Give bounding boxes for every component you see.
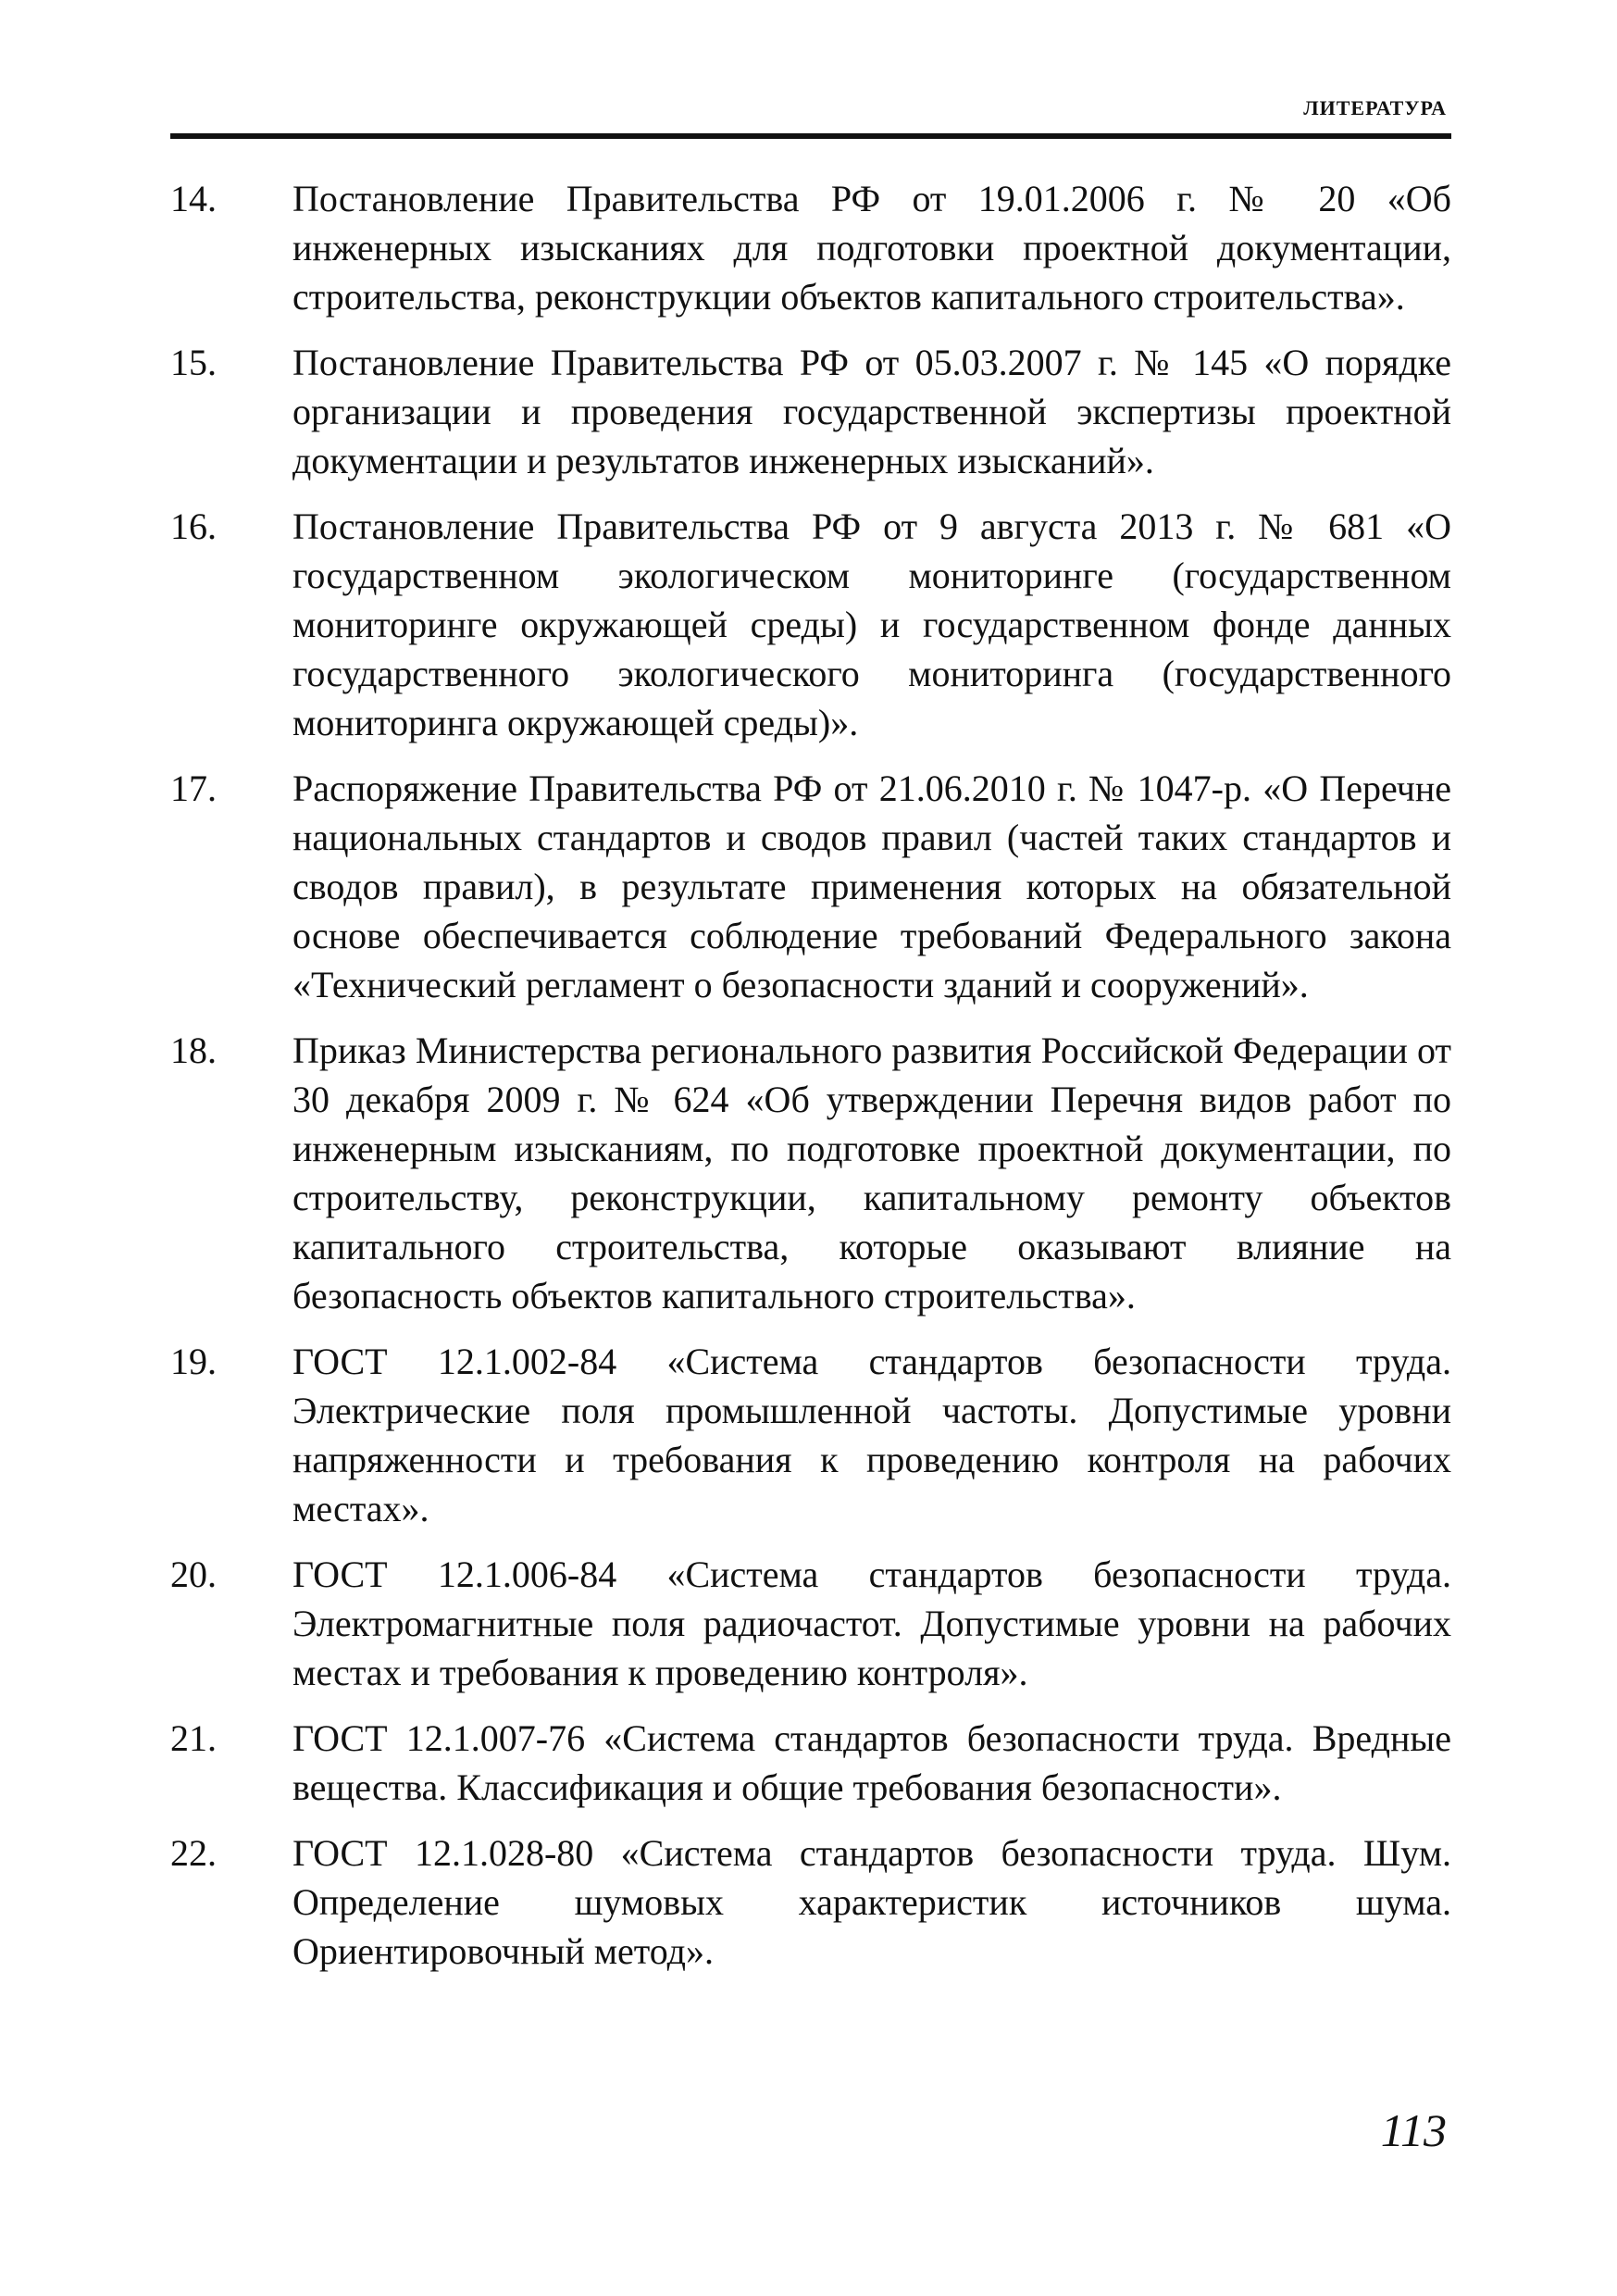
reference-item <box>170 1550 1451 1697</box>
reference-item <box>170 1714 1451 1812</box>
reference-text: ГОСТ 12.1.007-76 «Система стандартов безопасности труда. Вредные вещества. Классификация и общие требования безопасности». <box>292 1717 1451 1808</box>
reference-number: 15. <box>170 342 217 383</box>
header-divider <box>170 133 1451 139</box>
reference-text: ГОСТ 12.1.028-80 «Система стандартов безопасности труда. Шум. Определение шумовых характеристик источников шума. Ориентировочный метод». <box>292 1832 1451 1972</box>
reference-list <box>170 174 1451 1992</box>
reference-number: 20. <box>170 1554 217 1595</box>
reference-text: Постановление Правительства РФ от 19.01.2006 г. № 20 «Об инженерных изысканиях для подготовки проектной документации, строительства, реконструкции объектов капитального строительства». <box>292 178 1451 318</box>
reference-number: 18. <box>170 1029 217 1071</box>
reference-text: Постановление Правительства РФ от 05.03.2007 г. № 145 «О порядке организации и проведения государственной экспертизы проектной документации и результатов инженерных изысканий». <box>292 342 1451 481</box>
reference-text: ГОСТ 12.1.006-84 «Система стандартов безопасности труда. Электромагнитные поля радиочастот. Допустимые уровни на рабочих местах и требования к проведению контроля». <box>292 1554 1451 1693</box>
reference-number: 21. <box>170 1717 217 1759</box>
reference-number: 22. <box>170 1832 217 1874</box>
reference-text: ГОСТ 12.1.002-84 «Система стандартов безопасности труда. Электрические поля промышленной частоты. Допустимые уровни напряженности и требования к проведению контроля на рабочих местах». <box>292 1341 1451 1529</box>
reference-item <box>170 764 1451 1009</box>
reference-text: Приказ Министерства регионального развития Российской Федерации от 30 декабря 2009 г. № 624 «Об утверждении Перечня видов работ по инженерным изысканиям, по подготовке проектной документации, по строительству, реконструкции, капитальному ремонту объектов капитального строительства, которые оказывают влияние на безопасность объектов капитального строительства». <box>292 1029 1451 1316</box>
reference-item <box>170 1337 1451 1533</box>
reference-item <box>170 338 1451 485</box>
reference-number: 19. <box>170 1341 217 1382</box>
reference-text: Постановление Правительства РФ от 9 августа 2013 г. № 681 «О государственном экологическом мониторинге (государственном мониторинге окружающей среды) и государственном фонде данных государственного экологического мониторинга (государственного мониторинга окружающей среды)». <box>292 505 1451 743</box>
reference-item <box>170 174 1451 321</box>
reference-item <box>170 502 1451 747</box>
reference-number: 17. <box>170 767 217 809</box>
running-title: ЛИТЕРАТУРА <box>1303 96 1447 119</box>
reference-number: 16. <box>170 505 217 547</box>
reference-item <box>170 1026 1451 1320</box>
page-number: 113 <box>1380 2104 1447 2156</box>
reference-text: Распоряжение Правительства РФ от 21.06.2010 г. № 1047-р. «О Перечне национальных стандартов и сводов правил (частей таких стандартов и сводов правил), в результате применения которых на обязательной основе обеспечивается соблюдение требований Федерального закона «Технический регламент о безопасности зданий и сооружений». <box>292 767 1451 1005</box>
reference-item <box>170 1828 1451 1976</box>
reference-number: 14. <box>170 178 217 219</box>
